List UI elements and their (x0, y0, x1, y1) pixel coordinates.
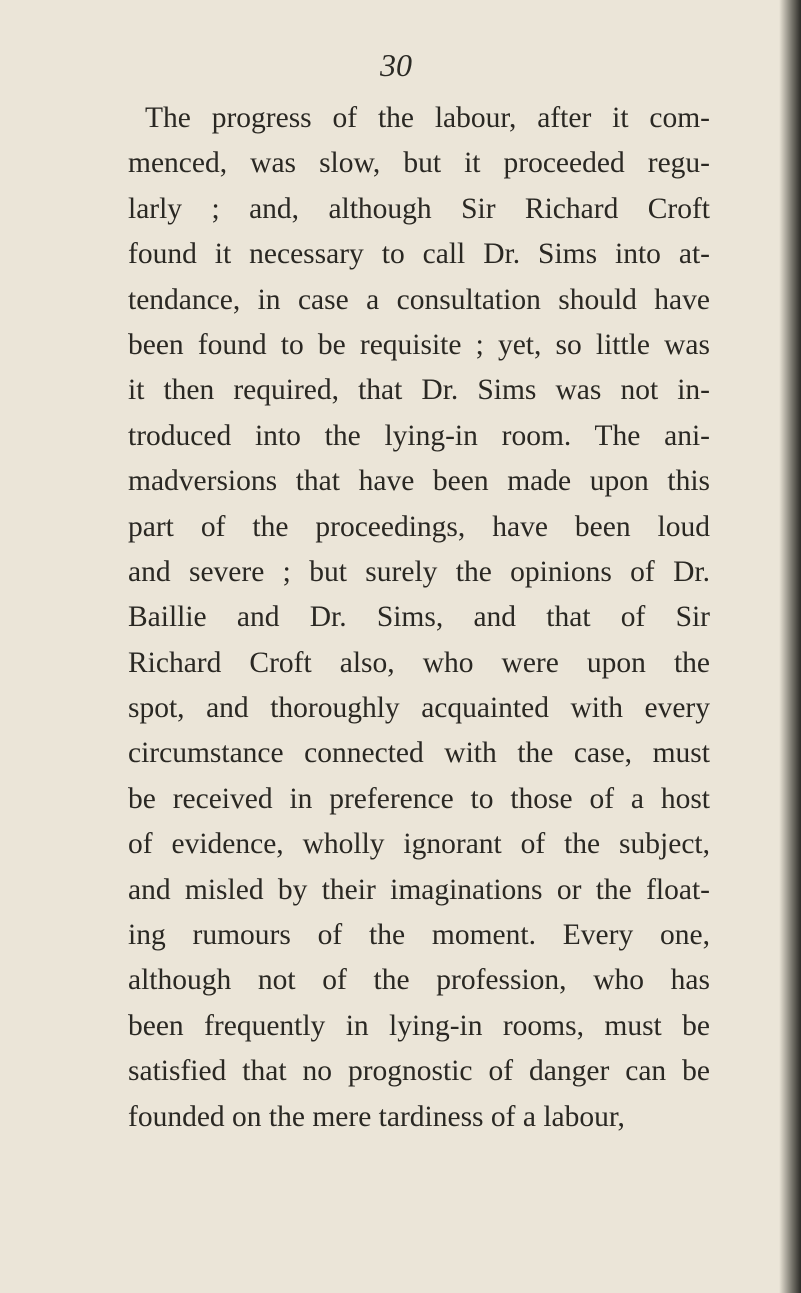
text-line: and misled by their imaginations or the float- (128, 873, 710, 906)
body-text (128, 96, 710, 1140)
text-line: been frequently in lying-in rooms, must be (128, 1009, 710, 1042)
text-line: found it necessary to call Dr. Sims into at- (128, 238, 710, 271)
text-line: been found to be requisite ; yet, so little was (128, 328, 710, 361)
text-line: satisfied that no prognostic of danger can be (128, 1055, 710, 1088)
text-line: The progress of the labour, after it com- (145, 102, 710, 134)
text-line: be received in preference to those of a host (128, 782, 710, 815)
text-line: spot, and thoroughly acquainted with every (128, 692, 710, 725)
text-line: menced, was slow, but it proceeded regu- (128, 147, 710, 180)
text-line: and severe ; but surely the opinions of Dr. (128, 555, 710, 588)
text-line: Baillie and Dr. Sims, and that of Sir (128, 601, 710, 634)
text-line: part of the proceedings, have been loud (128, 510, 710, 543)
text-line: troduced into the lying-in room. The ani- (128, 419, 710, 452)
page-edge-shadow (779, 0, 801, 1293)
text-line: it then required, that Dr. Sims was not in- (128, 374, 710, 407)
page-number: 30 (380, 47, 412, 83)
text-line: tendance, in case a consultation should have (128, 283, 710, 316)
text-line: ing rumours of the moment. Every one, (128, 919, 710, 952)
text-line: madversions that have been made upon this (128, 465, 710, 498)
text-line: larly ; and, although Sir Richard Croft (128, 192, 710, 225)
text-line: although not of the profession, who has (128, 964, 710, 997)
text-line: of evidence, wholly ignorant of the subject, (128, 828, 710, 861)
text-line: Richard Croft also, who were upon the (128, 646, 710, 679)
text-line: founded on the mere tardiness of a labour, (128, 1100, 625, 1133)
text-line: circumstance connected with the case, must (128, 737, 710, 770)
